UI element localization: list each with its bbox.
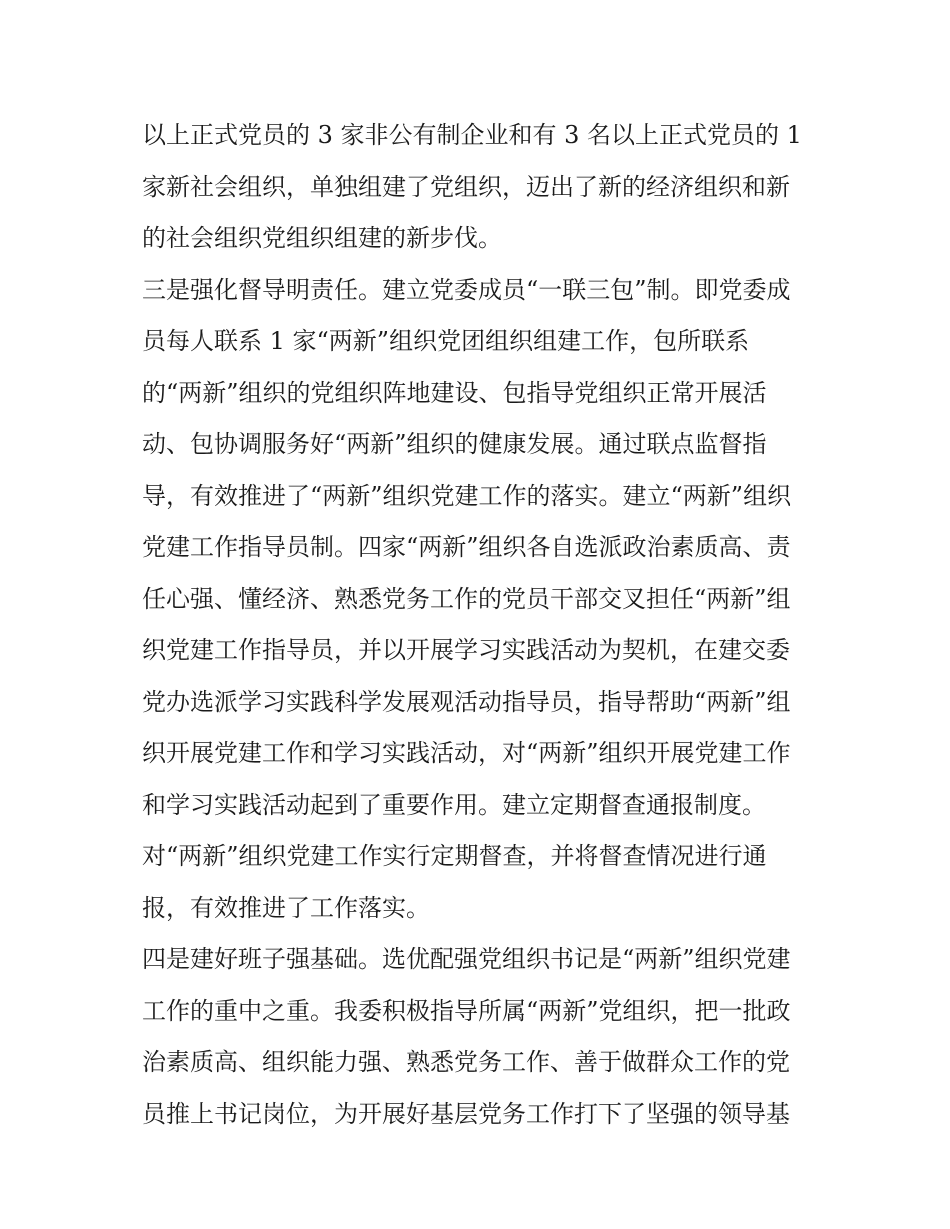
- text-line: 的社会组织党组织组建的新步伐。: [142, 224, 502, 252]
- text-line: 动、包协调服务好“两新”组织的健康发展。通过联点监督指: [142, 430, 767, 458]
- text-line: 织开展党建工作和学习实践活动，对“两新”组织开展党建工作: [142, 739, 791, 767]
- text-line: 工作的重中之重。我委积极指导所属“两新”党组织，把一批政: [142, 996, 791, 1025]
- text-line: 的“两新”组织的党组织阵地建设、包指导党组织正常开展活: [142, 378, 767, 407]
- text-line: 任心强、懂经济、熟悉党务工作的党员干部交叉担任“两新”组: [142, 584, 791, 613]
- text-line: 导，有效推进了“两新”组织党建工作的落实。建立“两新”组织: [142, 481, 792, 510]
- text-line: 治素质高、组织能力强、熟悉党务工作、善于做群众工作的党: [142, 1048, 790, 1076]
- text-line: 四是建好班子强基础。选优配强党组织书记是“两新”组织党建: [142, 945, 791, 973]
- text-line: 三是强化督导明责任。建立党委成员“一联三包”制。即党委成: [142, 275, 791, 304]
- text-line: 报，有效推进了工作落实。: [142, 893, 430, 922]
- text-line: 和学习实践活动起到了重要作用。建立定期督查通报制度。: [142, 790, 766, 819]
- text-line: 党办选派学习实践科学发展观活动指导员，指导帮助“两新”组: [142, 687, 791, 716]
- text-line: 织党建工作指导员，并以开展学习实践活动为契机，在建交委: [142, 636, 790, 664]
- body-text: [142, 110, 812, 1140]
- text-line: 以上正式党员的 3 家非公有制企业和有 3 名以上正式党员的 1: [142, 121, 802, 149]
- text-line: 员每人联系 1 家“两新”组织党团组织组建工作，包所联系: [142, 327, 750, 355]
- text-line: 员推上书记岗位，为开展好基层党务工作打下了坚强的领导基: [142, 1099, 790, 1128]
- text-line: 对“两新”组织党建工作实行定期督查，并将督查情况进行通: [142, 842, 767, 870]
- text-line: 党建工作指导员制。四家“两新”组织各自选派政治素质高、责: [142, 533, 791, 561]
- text-line: 家新社会组织，单独组建了党组织，迈出了新的经济组织和新: [142, 172, 790, 201]
